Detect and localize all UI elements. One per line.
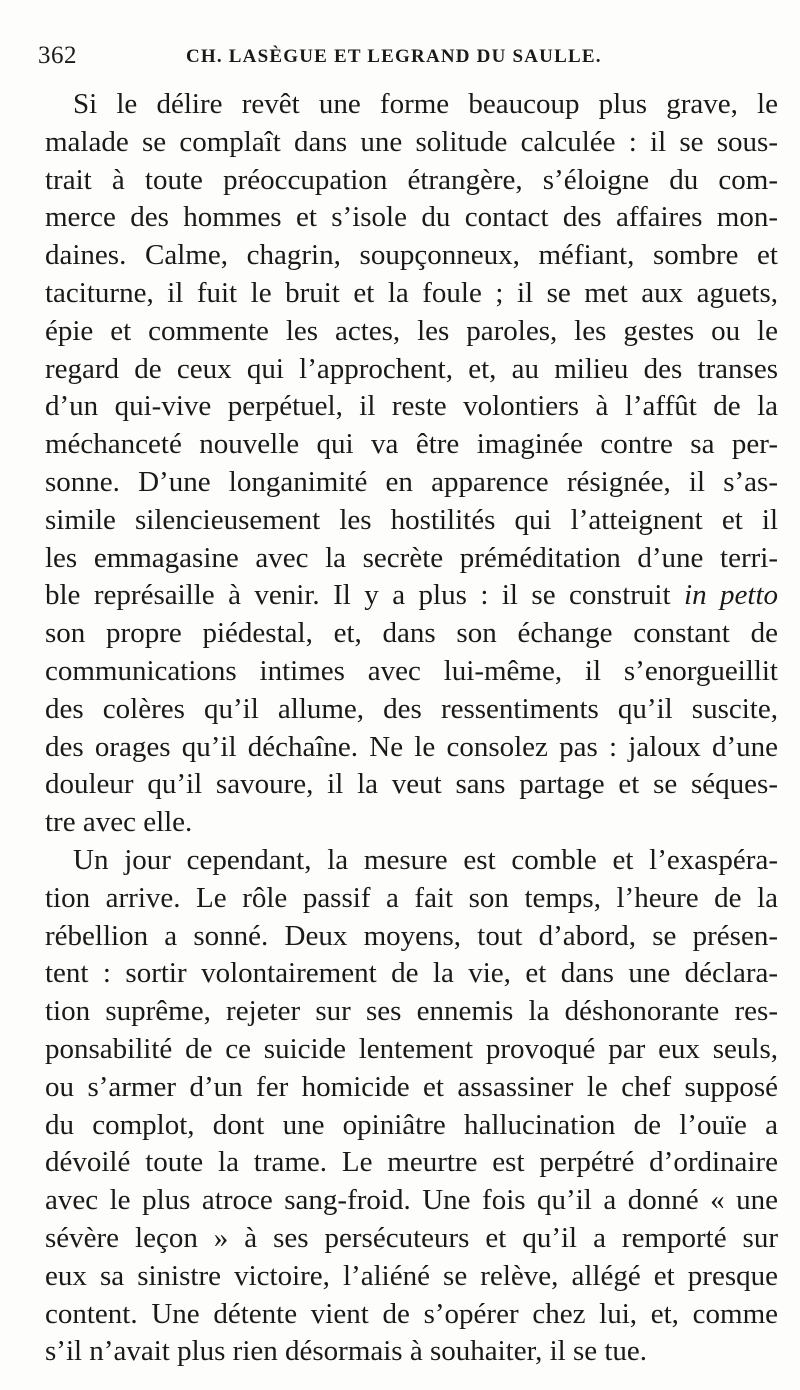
text-line: Un jour cependant, la mesure est comble et l’exaspéra-	[73, 843, 778, 876]
text-line: dévoilé toute la trame. Le meurtre est perpétré d’ordinaire	[45, 1146, 778, 1179]
text-line: trait à toute préoccupation étrangère, s’éloigne du com-	[45, 163, 778, 196]
text-line: des colères qu’il allume, des ressentiments qu’il suscite,	[45, 692, 778, 725]
text-line: les emmagasine avec la secrète préméditation d’une terri-	[45, 541, 778, 574]
text-line: sévère leçon » à ses persécuteurs et qu’il a remporté sur	[45, 1221, 778, 1254]
paragraph-2	[45, 842, 778, 1371]
text-line: ponsabilité de ce suicide lentement provoqué par eux seuls,	[45, 1032, 778, 1065]
text-line-with-italic	[45, 577, 778, 615]
text-line: ou s’armer d’un fer homicide et assassiner le chef supposé	[45, 1070, 778, 1103]
page-number: 362	[38, 42, 77, 69]
running-head	[38, 42, 758, 76]
paragraph-1	[45, 86, 778, 842]
text-line: sonne. D’une longanimité en apparence résignée, il s’as-	[45, 465, 778, 498]
text-line: Si le délire revêt une forme beaucoup plus grave, le	[73, 88, 778, 120]
text-line: douleur qu’il savoure, il la veut sans partage et se séques-	[45, 768, 778, 801]
text-line: épie et commente les actes, les paroles, les gestes ou le	[45, 314, 778, 347]
text-line: communications intimes avec lui-même, il s’enorgueillit	[45, 654, 778, 687]
body-text	[45, 86, 778, 1371]
text-line: s’il n’avait plus rien désormais à souhaiter, il se tue.	[45, 1335, 648, 1368]
running-title: CH. LASÈGUE ET LEGRAND DU SAULLE.	[186, 46, 602, 67]
text-line: taciturne, il fuit le bruit et la foule ; il se met aux aguets,	[45, 276, 778, 309]
italic-phrase: in petto	[684, 579, 779, 612]
text-line: content. Une détente vient de s’opérer chez lui, et, comme	[45, 1297, 778, 1330]
text-line: simile silencieusement les hostilités qui l’atteignent et il	[45, 503, 778, 536]
text-line: son propre piédestal, et, dans son échange constant de	[45, 617, 778, 650]
text-line: d’un qui-vive perpétuel, il reste volontiers à l’affût de la	[45, 390, 778, 423]
text-line: rébellion a sonné. Deux moyens, tout d’abord, se présen-	[45, 919, 778, 952]
text-line: tre avec elle.	[45, 806, 193, 839]
text-line: tion arrive. Le rôle passif a fait son temps, l’heure de la	[45, 881, 778, 914]
text-line: malade se complaît dans une solitude calculée : il se sous-	[45, 125, 778, 158]
text-line: eux sa sinistre victoire, l’aliéné se relève, allégé et presque	[45, 1259, 778, 1292]
text-line: des orages qu’il déchaîne. Ne le consolez pas : jaloux d’une	[45, 730, 778, 763]
text-line: méchanceté nouvelle qui va être imaginée contre sa per-	[45, 428, 778, 461]
text-line: merce des hommes et s’isole du contact des affaires mon-	[45, 201, 778, 234]
text-line: daines. Calme, chagrin, soupçonneux, méfiant, sombre et	[45, 239, 778, 272]
text-segment: ble représaille à venir. Il y a plus : il se construit	[45, 579, 671, 612]
text-line: tion suprême, rejeter sur ses ennemis la déshonorante res-	[45, 995, 778, 1028]
text-line: tent : sortir volontairement de la vie, et dans une déclara-	[45, 957, 778, 990]
text-line: regard de ceux qui l’approchent, et, au milieu des transes	[45, 352, 778, 385]
text-line: du complot, dont une opiniâtre hallucination de l’ouïe a	[45, 1108, 778, 1141]
text-line: avec le plus atroce sang-froid. Une fois qu’il a donné « une	[45, 1184, 778, 1217]
